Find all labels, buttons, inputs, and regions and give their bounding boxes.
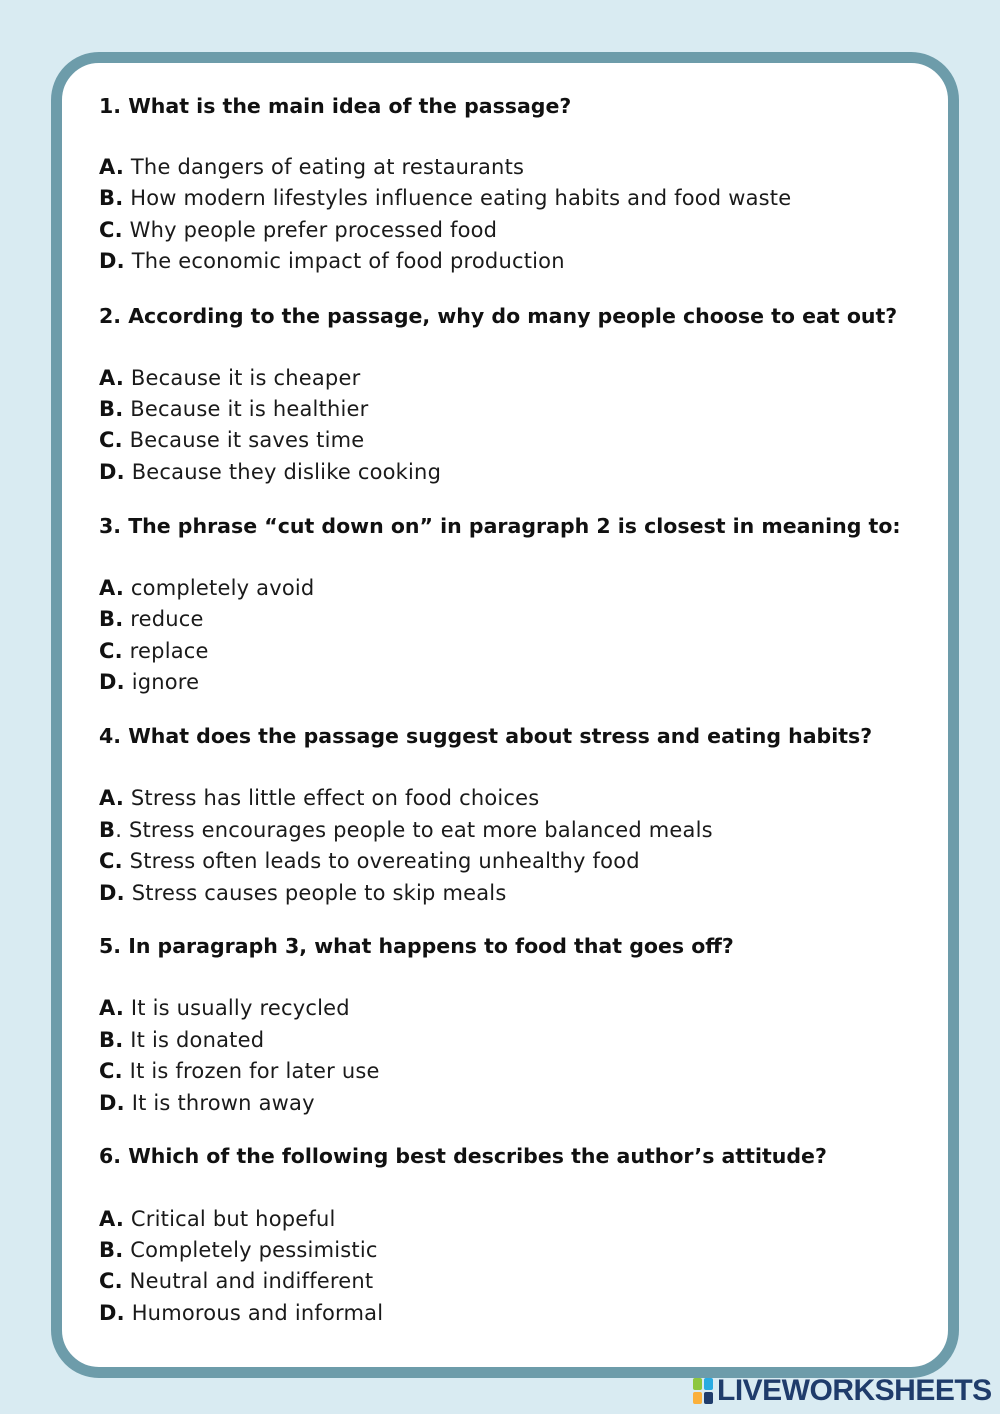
question-3-option-b[interactable] — [99, 607, 204, 631]
question-2-option-b[interactable] — [99, 397, 369, 421]
option-text: ignore — [124, 670, 200, 694]
question-2-option-a[interactable] — [99, 366, 360, 390]
worksheet-card — [51, 52, 959, 1378]
option-letter: A. — [99, 786, 125, 810]
option-letter: D. — [99, 670, 125, 694]
option-letter: A. — [99, 576, 125, 600]
question-4-option-d[interactable] — [99, 881, 506, 905]
question-4-option-b[interactable] — [99, 818, 713, 842]
option-text: The dangers of eating at restaurants — [124, 155, 525, 179]
option-letter: D. — [99, 881, 125, 905]
question-5-option-a[interactable] — [99, 996, 350, 1020]
question-2-option-d[interactable] — [99, 460, 441, 484]
option-letter: D. — [99, 1301, 125, 1325]
option-letter: A. — [99, 1207, 125, 1231]
option-text: Because it is healthier — [123, 397, 369, 421]
brand-name: LIVEWORKSHEETS — [717, 1374, 992, 1407]
option-letter: C. — [99, 1269, 123, 1293]
option-text: Critical but hopeful — [124, 1207, 336, 1231]
option-text: Why people prefer processed food — [122, 218, 498, 242]
option-letter: D. — [99, 1091, 125, 1115]
question-6-option-c[interactable] — [99, 1269, 373, 1293]
question-4-option-c[interactable] — [99, 849, 640, 873]
option-text: How modern lifestyles influence eating habits and food waste — [123, 186, 792, 210]
option-letter: D. — [99, 460, 125, 484]
option-text: Because they dislike cooking — [124, 460, 442, 484]
option-text: Stress often leads to overeating unhealthy food — [122, 849, 640, 873]
question-1: 1. What is the main idea of the passage? — [99, 94, 572, 118]
option-text: replace — [122, 639, 209, 663]
option-letter: A. — [99, 155, 125, 179]
question-5-option-b[interactable] — [99, 1028, 264, 1052]
option-text: Humorous and informal — [124, 1301, 384, 1325]
question-3-option-c[interactable] — [99, 639, 209, 663]
question-5-option-c[interactable] — [99, 1059, 380, 1083]
question-6: 6. Which of the following best describes the author’s attitude? — [99, 1144, 827, 1168]
option-letter: B. — [99, 1238, 124, 1262]
option-letter: C. — [99, 1059, 123, 1083]
option-text: It is frozen for later use — [122, 1059, 380, 1083]
option-letter: A. — [99, 996, 125, 1020]
question-1-option-b[interactable] — [99, 186, 791, 210]
question-1-option-c[interactable] — [99, 218, 497, 242]
option-letter: B. — [99, 397, 124, 421]
option-letter: B. — [99, 1028, 124, 1052]
option-text: Neutral and indifferent — [122, 1269, 374, 1293]
option-letter: C. — [99, 428, 123, 452]
option-text: It is thrown away — [124, 1091, 315, 1115]
question-3-option-d[interactable] — [99, 670, 199, 694]
option-letter: B. — [99, 607, 124, 631]
option-text: Because it saves time — [122, 428, 365, 452]
question-6-option-d[interactable] — [99, 1301, 383, 1325]
question-5: 5. In paragraph 3, what happens to food that goes off? — [99, 934, 734, 958]
question-5-option-d[interactable] — [99, 1091, 315, 1115]
question-1-option-a[interactable] — [99, 155, 524, 179]
option-letter: B — [99, 818, 116, 842]
option-text: reduce — [123, 607, 204, 631]
option-letter: D. — [99, 249, 125, 273]
option-text: . Stress encourages people to eat more balanced meals — [115, 818, 713, 842]
question-3: 3. The phrase “cut down on” in paragraph 2 is closest in meaning to: — [99, 514, 901, 538]
option-letter: B. — [99, 186, 124, 210]
option-letter: C. — [99, 639, 123, 663]
option-text: It is donated — [123, 1028, 265, 1052]
option-text: Stress has little effect on food choices — [124, 786, 540, 810]
option-letter: C. — [99, 849, 123, 873]
option-letter: C. — [99, 218, 123, 242]
option-text: Stress causes people to skip meals — [124, 881, 507, 905]
question-4: 4. What does the passage suggest about stress and eating habits? — [99, 724, 873, 748]
option-text: Completely pessimistic — [123, 1238, 378, 1262]
question-6-option-b[interactable] — [99, 1238, 378, 1262]
liveworksheets-brand[interactable] — [693, 1374, 992, 1408]
question-2: 2. According to the passage, why do many people choose to eat out? — [99, 304, 898, 328]
option-text: completely avoid — [124, 576, 315, 600]
option-letter: A. — [99, 366, 125, 390]
option-text: The economic impact of food production — [124, 249, 565, 273]
liveworksheets-logo-icon — [693, 1378, 713, 1404]
question-1-option-d[interactable] — [99, 249, 565, 273]
question-4-option-a[interactable] — [99, 786, 539, 810]
question-3-option-a[interactable] — [99, 576, 314, 600]
question-6-option-a[interactable] — [99, 1207, 336, 1231]
option-text: It is usually recycled — [124, 996, 350, 1020]
option-text: Because it is cheaper — [124, 366, 361, 390]
question-2-option-c[interactable] — [99, 428, 364, 452]
